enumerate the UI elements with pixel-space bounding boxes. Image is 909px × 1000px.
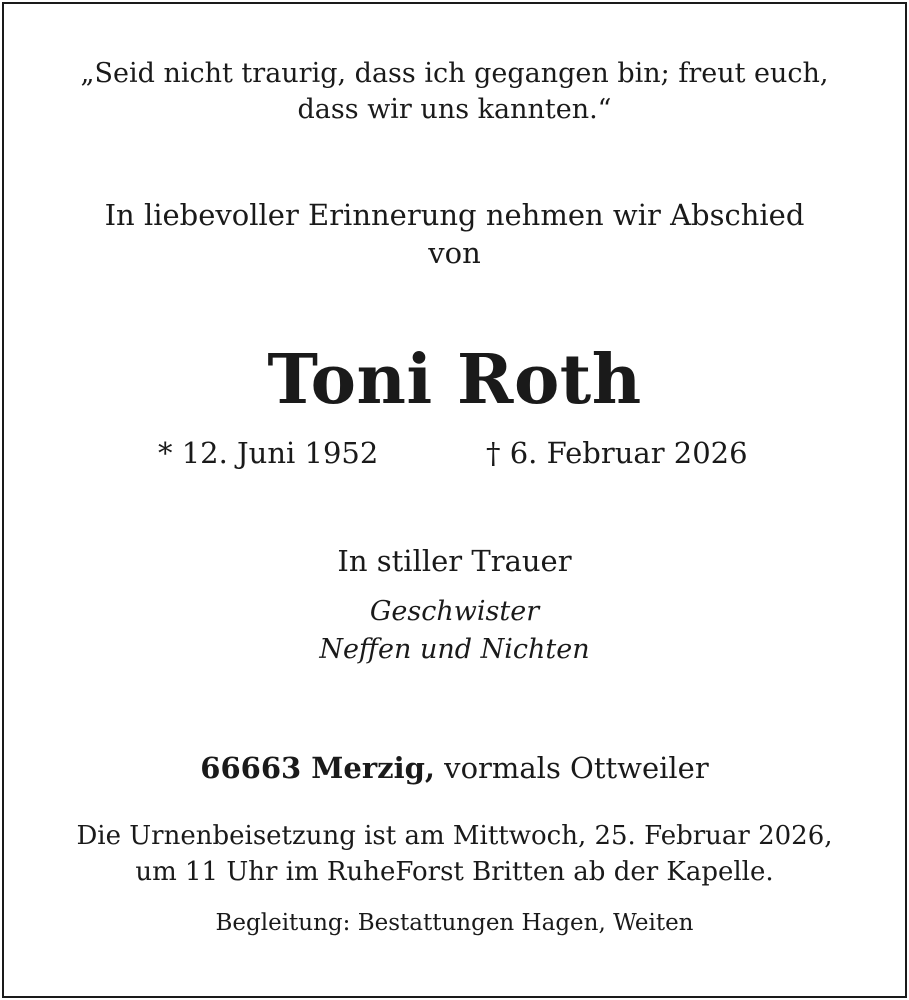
residence-former: vormals Ottweiler <box>434 751 709 785</box>
residence-place: 66663 Merzig, <box>200 751 435 785</box>
death-date: † 6. Februar 2026 <box>486 436 748 470</box>
quote-line-1: „Seid nicht traurig, dass ich gegangen bin; freut euch, <box>80 58 829 89</box>
mourner-siblings: Geschwister <box>369 596 540 627</box>
birth-date: * 12. Juni 1952 <box>158 436 379 470</box>
burial-line-1: Die Urnenbeisetzung ist am Mittwoch, 25. Februar 2026, <box>76 821 833 851</box>
mourner-nephews-nieces: Neffen und Nichten <box>319 634 590 665</box>
undertaker-info: Begleitung: Bestattungen Hagen, Weiten <box>215 910 694 936</box>
residence <box>0 750 909 786</box>
intro-line-2: von <box>428 236 481 270</box>
burial-line-2: um 11 Uhr im RuheForst Britten ab der Kapelle. <box>135 857 774 887</box>
quote-line-2: dass wir uns kannten.“ <box>297 94 612 125</box>
intro-line-1: In liebevoller Erinnerung nehmen wir Abschied <box>104 198 805 232</box>
mourning-heading: In stiller Trauer <box>337 544 572 578</box>
deceased-name: Toni Roth <box>267 340 642 420</box>
